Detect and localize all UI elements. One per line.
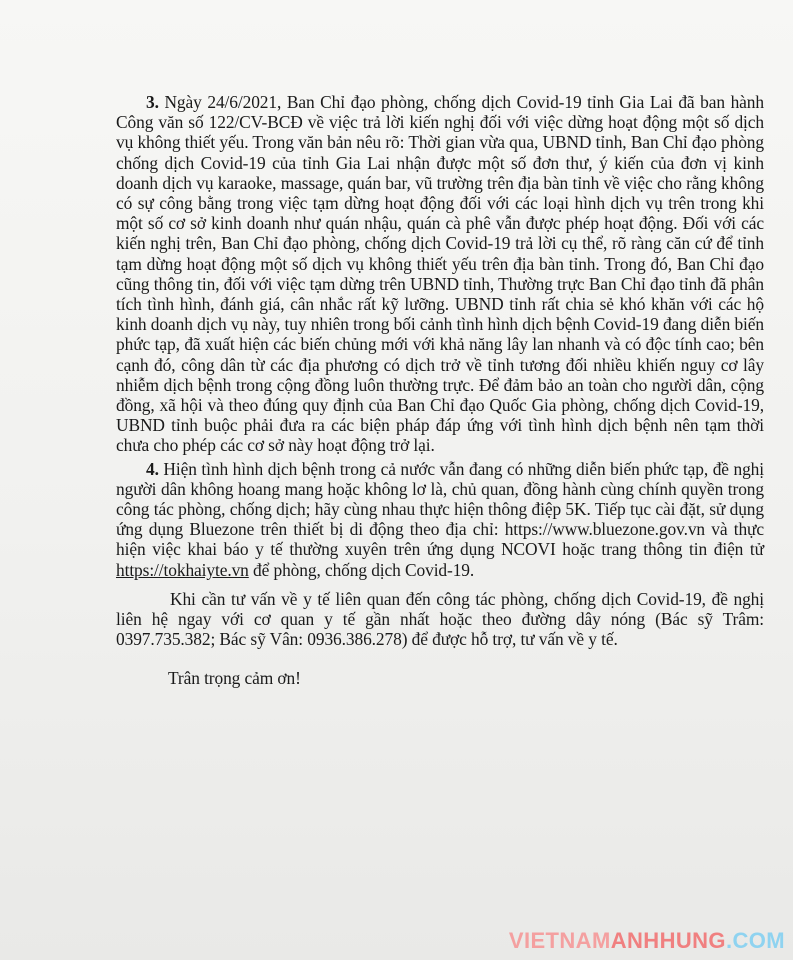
contact-paragraph: Khi cần tư vấn về y tế liên quan đến công tác phòng, chống dịch Covid-19, đề nghị liên hệ ngay với cơ quan y tế gần nhất hoặc theo đường dây nóng (Bác sỹ Trâm: 0397.735.382; Bác sỹ Vân: 0936.386.278) để được hỗ trợ, tư vấn về y tế. [116, 588, 764, 650]
watermark-part-1: VIETNAM [508, 928, 611, 953]
paragraph-4-text: Hiện tình hình dịch bệnh trong cả nước vẫn đang có những diễn biến phức tạp, đề nghị người dân không hoang mang hoặc không lơ là, chủ quan, đồng hành cùng chính quyền trong công tác phòng, chống dịch; hãy cùng nhau thực hiện thông điệp 5K. Tiếp tục cài đặt, sử dụng ứng dụng Bluezone trên thiết bị di động theo địa chỉ: https://www.bluezone.gov.vn và thực hiện việc khai báo y tế thường xuyên trên ứng dụng NCOVI hoặc trang thông tin điện tử [116, 458, 765, 560]
watermark-logo [509, 928, 785, 954]
paragraph-4 [116, 459, 764, 580]
paragraph-3 [116, 92, 764, 456]
watermark-part-3: .COM [725, 928, 785, 953]
paragraph-3-number: 3. [146, 92, 159, 112]
watermark-part-2: ANHHUNG [610, 928, 726, 953]
tokhaiyte-link[interactable]: https://tokhaiyte.vn [116, 559, 249, 580]
document-body [116, 92, 764, 689]
paragraph-4-text-end: để phòng, chống dịch Covid-19. [253, 559, 475, 580]
paragraph-3-text: Ngày 24/6/2021, Ban Chỉ đạo phòng, chống dịch Covid-19 tỉnh Gia Lai đã ban hành Công văn số 122/CV-BCĐ về việc trả lời kiến nghị đối với việc dừng hoạt động một số dịch vụ không thiết yếu. Trong văn bản nêu rõ: Thời gian vừa qua, UBND tỉnh, Ban Chỉ đạo phòng chống dịch Covid-19 của tỉnh Gia Lai nhận được một số đơn thư, ý kiến của đơn vị kinh doanh dịch vụ karaoke, massage, quán bar, vũ trường trên địa bàn tỉnh về việc cho rằng không có sự công bằng trong việc tạm dừng hoạt động đối với các loại hình dịch vụ trên trong khi một số cơ sở kinh doanh như quán nhậu, quán cà phê vẫn được phép hoạt động. Đối với các kiến nghị trên, Ban Chỉ đạo phòng, chống dịch Covid-19 trả lời cụ thể, rõ ràng căn cứ để tỉnh tạm dừng hoạt động một số dịch vụ không thiết yếu trên địa bàn tỉnh. Trong đó, Ban Chỉ đạo cũng thông tin, đối với việc tạm dừng trên UBND tỉnh, Thường trực Ban Chỉ đạo tỉnh đã phân tích tình hình, đánh giá, cân nhắc rất kỹ lưỡng. UBND tỉnh rất chia sẻ khó khăn với các hộ kinh doanh dịch vụ này, tuy nhiên trong bối cảnh tình hình dịch bệnh Covid-19 đang diễn biến phức tạp, đã xuất hiện các biến chủng mới với khả năng lây lan nhanh và có độc tính cao; bên cạnh đó, công dân từ các địa phương có dịch trở về tỉnh tương đối nhiều khiến nguy cơ lây nhiễm dịch bệnh trong cộng đồng luôn thường trực. Để đảm bảo an toàn cho người dân, cộng đồng, xã hội và theo đúng quy định của Ban Chỉ đạo Quốc Gia phòng, chống dịch Covid-19, UBND tỉnh buộc phải đưa ra các biện pháp đáp ứng với tình hình dịch bệnh nên tạm thời chưa cho phép các cơ sở này hoạt động trở lại. [116, 92, 764, 456]
paragraph-4-number: 4. [146, 458, 159, 479]
closing-line: Trân trọng cảm ơn! [168, 668, 301, 689]
